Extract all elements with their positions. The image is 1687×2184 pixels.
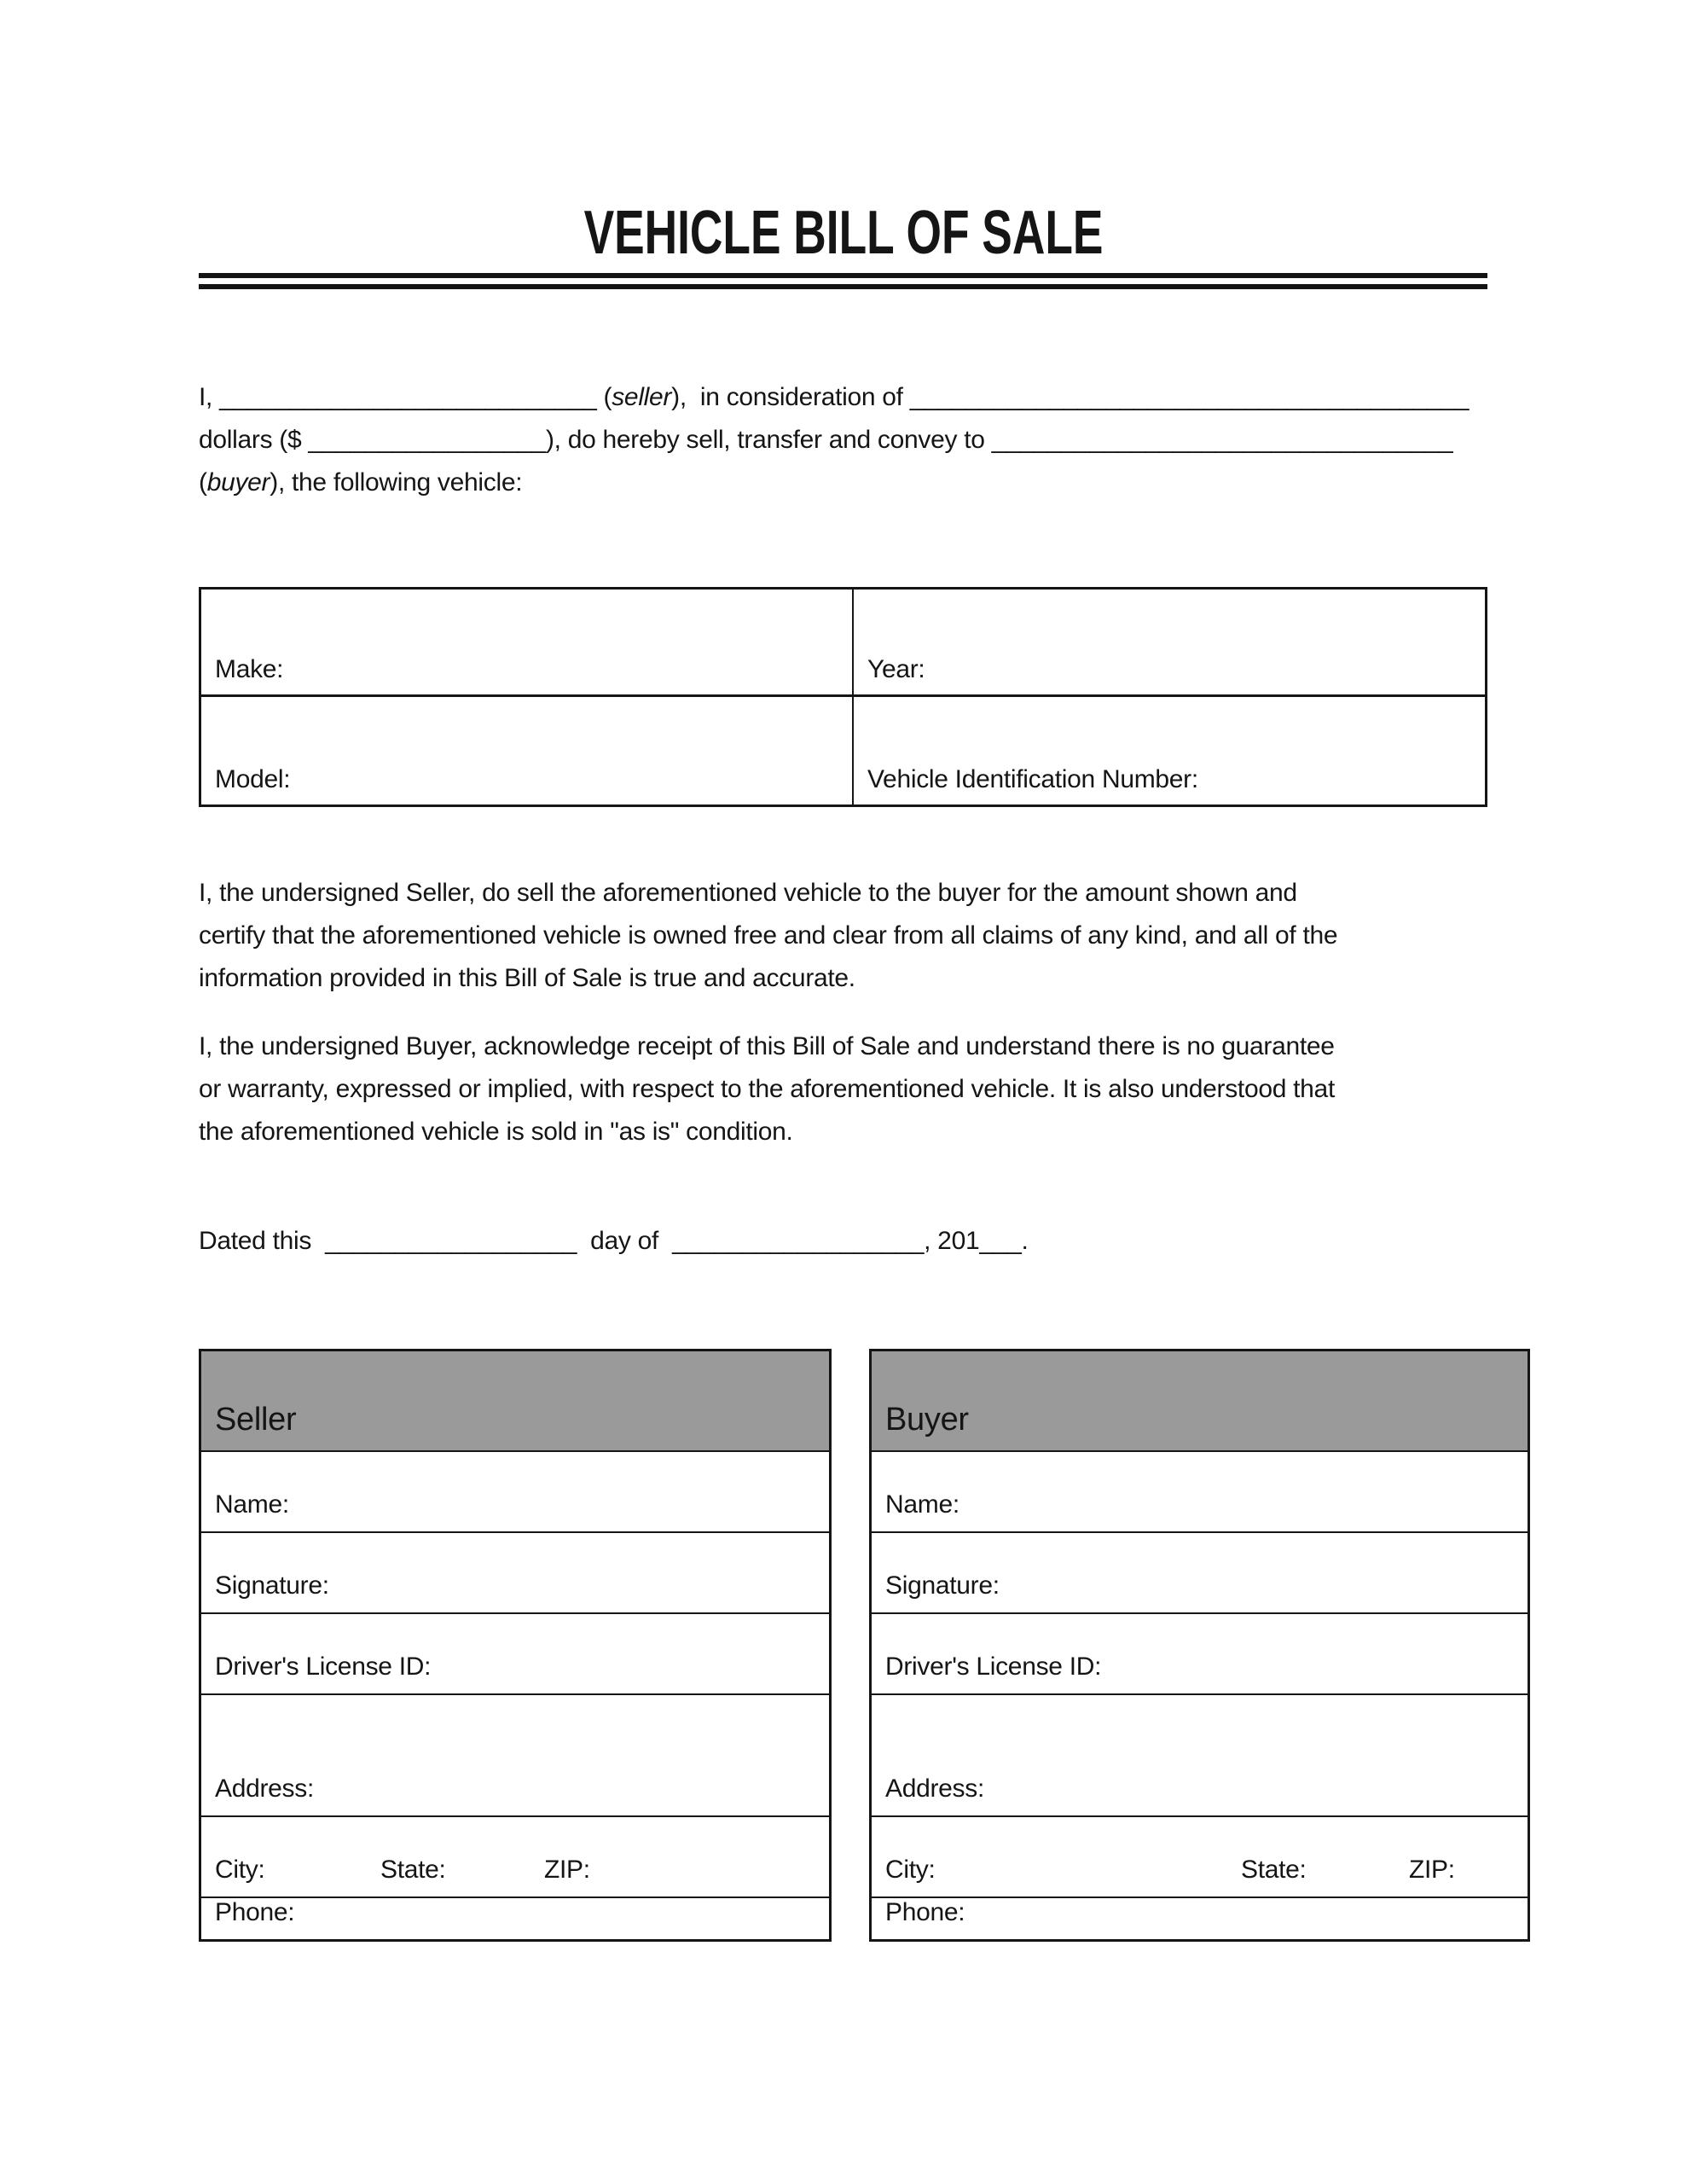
- buyer-signature-row[interactable]: [872, 1533, 1528, 1614]
- model-cell[interactable]: [201, 697, 854, 804]
- seller-statement-line-1: I, the undersigned Seller, do sell the aforementioned vehicle to the buyer for the amount shown and: [199, 879, 1297, 907]
- intro-line-2: [199, 419, 1487, 462]
- dollar-amount-blank[interactable]: _________________: [308, 426, 546, 454]
- intro-text: ), do hereby sell, transfer and convey to: [545, 426, 992, 454]
- seller-word-italic: seller: [612, 383, 672, 411]
- dated-text: Dated this: [199, 1227, 326, 1255]
- intro-text: dollars ($: [199, 426, 309, 454]
- vehicle-details-table: [199, 587, 1487, 807]
- buyer-license-row[interactable]: [872, 1614, 1528, 1695]
- seller-name-blank[interactable]: ___________________________: [219, 383, 597, 411]
- city-label: City:: [885, 1856, 936, 1884]
- phone-label: Phone:: [885, 1898, 965, 1926]
- buyer-box-header: [872, 1351, 1528, 1452]
- seller-address-row[interactable]: [201, 1695, 829, 1817]
- phone-label: Phone:: [215, 1898, 295, 1926]
- dated-text: day of: [577, 1227, 673, 1255]
- intro-text: ), the following vehicle:: [270, 468, 523, 497]
- buyer-box-title: Buyer: [885, 1402, 969, 1438]
- intro-line-1: [199, 376, 1487, 419]
- buyer-statement: [199, 1025, 1487, 1153]
- intro-line-3: [199, 462, 1487, 504]
- title-divider: [199, 273, 1487, 289]
- intro-text: (: [596, 383, 612, 411]
- signature-label: Signature:: [215, 1571, 329, 1600]
- seller-statement-line-2: certify that the aforementioned vehicle is owned free and clear from all claims of any kind, and all of the: [199, 921, 1338, 950]
- year-cell[interactable]: [854, 590, 1485, 697]
- vin-cell[interactable]: [854, 697, 1485, 804]
- buyer-name-row[interactable]: [872, 1452, 1528, 1533]
- dated-line: [199, 1220, 1487, 1263]
- city-label: City:: [215, 1856, 265, 1884]
- date-month-blank[interactable]: __________________: [672, 1227, 925, 1255]
- date-year-blank[interactable]: ___: [979, 1227, 1022, 1255]
- dated-text: , 201: [924, 1227, 980, 1255]
- license-label: Driver's License ID:: [215, 1653, 432, 1681]
- buyer-phone-row[interactable]: [872, 1898, 1528, 1939]
- name-label: Name:: [885, 1490, 959, 1519]
- seller-signature-row[interactable]: [201, 1533, 829, 1614]
- buyer-statement-line-1: I, the undersigned Buyer, acknowledge receipt of this Bill of Sale and understand there is no guarantee: [199, 1032, 1335, 1060]
- buyer-statement-line-3: the aforementioned vehicle is sold in "as is" condition.: [199, 1118, 793, 1146]
- intro-text: ), in consideration of: [671, 383, 910, 411]
- buyer-city-state-zip-row[interactable]: [872, 1817, 1528, 1898]
- year-label: Year:: [867, 655, 925, 683]
- vin-label: Vehicle Identification Number:: [867, 765, 1198, 793]
- seller-name-row[interactable]: [201, 1452, 829, 1533]
- seller-city-state-zip-row[interactable]: [201, 1817, 829, 1898]
- address-label: Address:: [885, 1774, 984, 1803]
- seller-phone-row[interactable]: [201, 1898, 829, 1939]
- intro-text: (: [199, 468, 207, 497]
- state-label: State:: [1241, 1856, 1307, 1884]
- state-label: State:: [380, 1856, 446, 1884]
- address-label: Address:: [215, 1774, 314, 1803]
- zip-label: ZIP:: [544, 1856, 590, 1884]
- make-label: Make:: [215, 655, 284, 683]
- dated-text: .: [1021, 1227, 1029, 1255]
- signature-label: Signature:: [885, 1571, 1000, 1600]
- model-label: Model:: [215, 765, 291, 793]
- date-day-blank[interactable]: __________________: [325, 1227, 577, 1255]
- seller-statement-line-3: information provided in this Bill of Sale is true and accurate.: [199, 964, 855, 992]
- buyer-statement-line-2: or warranty, expressed or implied, with respect to the aforementioned vehicle. It is also understood that: [199, 1075, 1335, 1103]
- seller-box-title: Seller: [215, 1402, 297, 1438]
- make-cell[interactable]: [201, 590, 854, 697]
- zip-label: ZIP:: [1409, 1856, 1455, 1884]
- consideration-amount-blank[interactable]: ________________________________________: [909, 383, 1470, 411]
- buyer-box: [869, 1349, 1530, 1942]
- buyer-address-row[interactable]: [872, 1695, 1528, 1817]
- buyer-name-blank[interactable]: _________________________________: [991, 426, 1453, 454]
- license-label: Driver's License ID:: [885, 1653, 1102, 1681]
- buyer-word-italic: buyer: [206, 468, 270, 497]
- page-title: VEHICLE BILL OF SALE: [583, 199, 1104, 267]
- seller-box-header: [201, 1351, 829, 1452]
- intro-text: I,: [199, 383, 220, 411]
- seller-license-row[interactable]: [201, 1614, 829, 1695]
- seller-box: [199, 1349, 832, 1942]
- intro-paragraph: [199, 376, 1487, 504]
- seller-statement: [199, 872, 1487, 1000]
- name-label: Name:: [215, 1490, 289, 1519]
